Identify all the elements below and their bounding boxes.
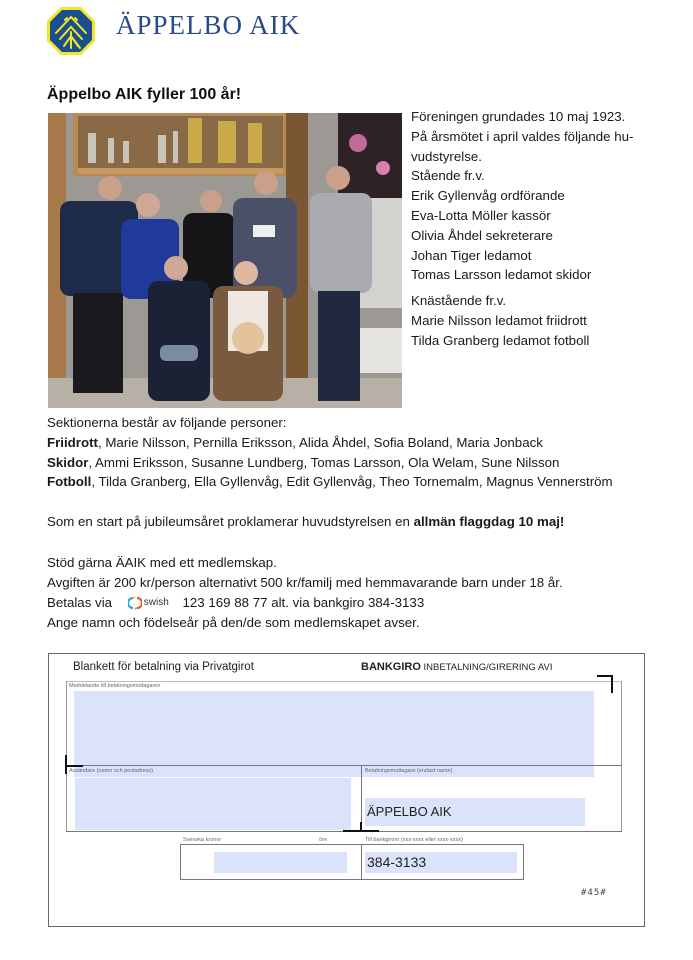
ocr-code: #45#	[581, 888, 607, 898]
section-members: , Ammi Eriksson, Susanne Lundberg, Tomas Larsson, Ola Welam, Sune Nilsson	[88, 454, 560, 470]
page-headline: Äppelbo AIK fyller 100 år!	[47, 86, 242, 103]
section-row	[47, 453, 613, 473]
section-row	[47, 472, 613, 492]
ore-label: öre	[319, 837, 327, 843]
form-type	[361, 661, 553, 673]
payee-label: Betalningsmottagare (endast namn)	[365, 768, 453, 774]
board-list	[411, 107, 633, 351]
board-member: Olivia Åhdel sekreterare	[411, 227, 553, 243]
board-member: Tomas Larsson ledamot skidor	[411, 267, 592, 283]
section-members: , Tilda Granberg, Ella Gyllenvåg, Edit Gyllenvåg, Theo Tornemalm, Magnus Vennerström	[91, 474, 613, 490]
section-row	[47, 433, 613, 453]
section-name: Fotboll	[47, 474, 92, 490]
bankgiro-label: Till bankgironr (xxx-xxxx eller xxxx-xxxx)	[365, 837, 463, 843]
flag-day-bold: allmän flaggdag 10 maj!	[413, 514, 565, 529]
board-member: Johan Tiger ledamot	[411, 247, 532, 263]
bankgiro-value: 384-3133	[367, 854, 427, 870]
payee-field[interactable]	[365, 798, 585, 826]
form-type-bold: BANKGIRO	[361, 661, 421, 673]
sections-list	[47, 413, 613, 492]
group-photo	[48, 113, 402, 408]
sections-intro: Sektionerna består av följande personer:	[47, 415, 287, 430]
payment-line	[47, 593, 563, 613]
bankgiro-field[interactable]	[365, 852, 517, 873]
membership-line-1: Stöd gärna ÄAIK med ett medlemskap.	[47, 555, 277, 570]
intro-line-1: På årsmötet i april valdes följande hu-	[411, 128, 634, 144]
board-member: Marie Nilsson ledamot friidrott	[411, 312, 587, 328]
section-name: Friidrott	[47, 434, 98, 450]
pay-details: 123 169 88 77 alt. via bankgiro 384-3133	[182, 594, 425, 610]
membership-line-2: Avgiften är 200 kr/person alternativt 500 kr/familj med hemmavarande barn under 18 år.	[47, 574, 563, 590]
swish-logo	[128, 593, 169, 613]
kronor-label: Svenska kronor	[183, 837, 222, 843]
membership-line-4: Ange namn och födelseår på den/de som medlemskapet avser.	[47, 614, 420, 630]
section-name: Skidor	[47, 454, 89, 470]
sender-label: Avsändare (namn och postadress)	[69, 768, 153, 774]
board-member: Eva-Lotta Möller kassör	[411, 207, 551, 223]
amount-field[interactable]	[214, 852, 347, 873]
club-crest-icon	[46, 6, 96, 56]
kneeling-heading: Knästående fr.v.	[411, 293, 507, 309]
bankgiro-payment-form	[48, 653, 645, 927]
form-type-rest: INBETALNING/GIRERING AVI	[420, 662, 553, 673]
brand-name: ÄPPELBO AIK	[116, 10, 301, 40]
board-member: Tilda Granberg ledamot fotboll	[411, 332, 590, 348]
membership-info	[47, 553, 563, 633]
message-label: Meddelande till betalningsmottagaren	[69, 683, 161, 689]
intro-line-2: vudstyrelse.	[411, 148, 482, 164]
founded-text: Föreningen grundades 10 maj 1923.	[411, 109, 626, 124]
flag-day-text	[47, 512, 564, 532]
flag-day-lead: Som en start på jubileumsåret proklamerar huvudstyrelsen en	[47, 514, 414, 529]
board-member: Erik Gyllenvåg ordförande	[411, 188, 565, 204]
standing-heading: Stående fr.v.	[411, 168, 485, 184]
form-title: Blankett för betalning via Privatgirot	[73, 661, 254, 673]
swish-label: swish	[143, 597, 169, 609]
section-members: , Marie Nilsson, Pernilla Eriksson, Alida Åhdel, Sofia Boland, Maria Jonback	[97, 434, 543, 450]
sender-field[interactable]	[75, 778, 351, 830]
swish-icon	[128, 596, 142, 610]
payee-value: ÄPPELBO AIK	[367, 804, 452, 819]
pay-prefix: Betalas via	[47, 594, 113, 610]
